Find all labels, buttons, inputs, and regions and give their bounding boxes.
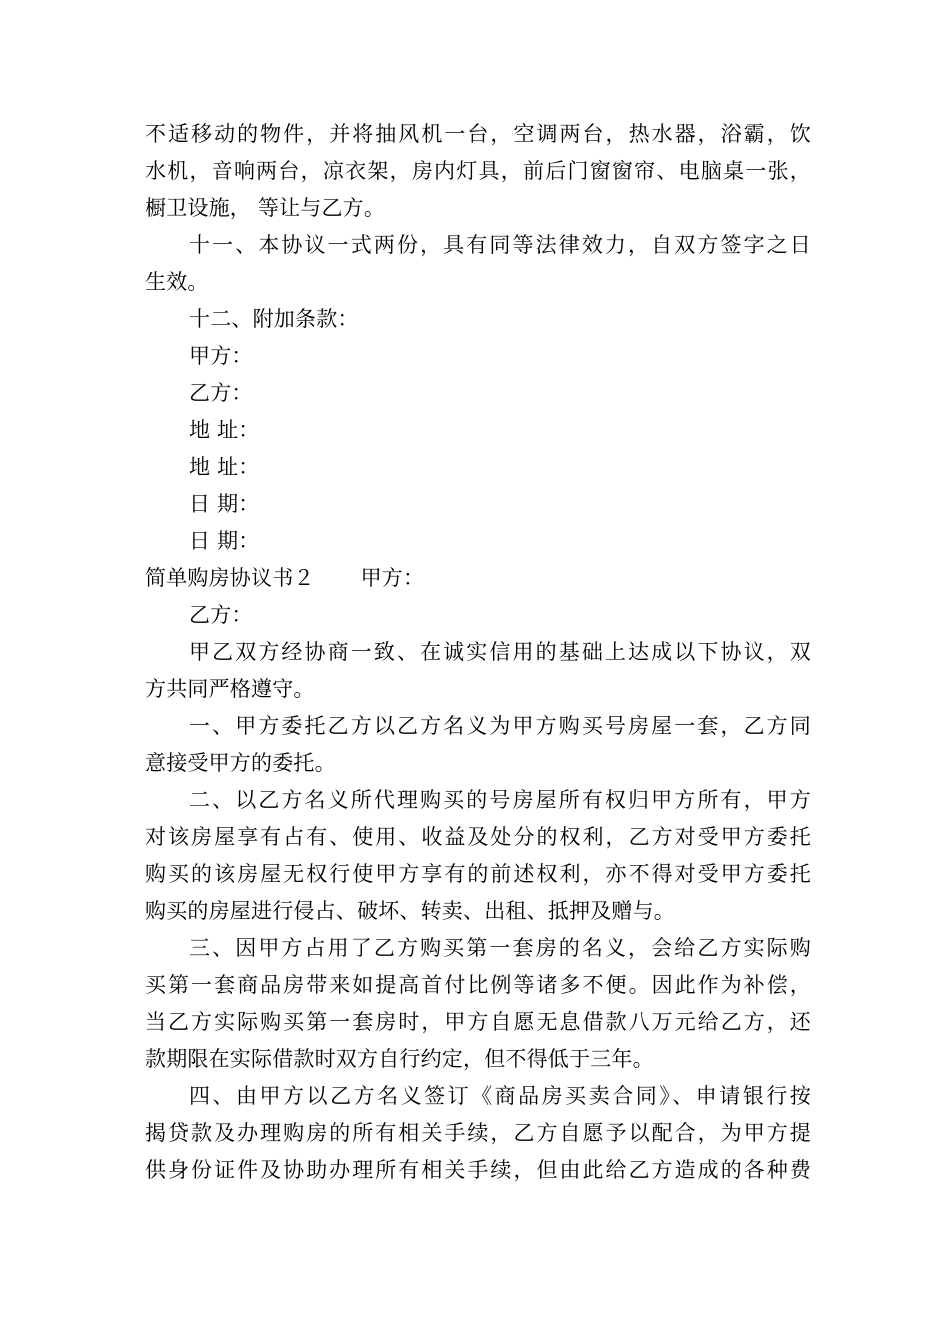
paragraph-line: 水机，音响两台，凉衣架，房内灯具，前后门窗窗帘、电脑桌一张，	[145, 159, 811, 183]
clause-one: 一、甲方委托乙方以乙方名义为甲方购买号房屋一套，乙方同	[189, 714, 811, 738]
paragraph-line: 对该房屋享有占有、使用、收益及处分的权利，乙方对受甲方委托	[145, 825, 811, 849]
clause-eleven: 十一、本协议一式两份，具有同等法律效力，自双方签字之日	[189, 233, 811, 257]
document-title: 简单购房协议书２	[145, 566, 315, 590]
signature-address-a: 地 址：	[189, 418, 260, 442]
clause-two: 二、以乙方名义所代理购买的号房屋所有权归甲方所有，甲方	[189, 788, 811, 812]
clause-twelve: 十二、附加条款：	[189, 307, 359, 331]
clause-four: 四、由甲方以乙方名义签订《商品房买卖合同》、申请银行按	[189, 1084, 811, 1108]
paragraph-line: 款期限在实际借款时双方自行约定，但不得低于三年。	[145, 1047, 654, 1071]
paragraph-line: 揭贷款及办理购房的所有相关手续，乙方自愿予以配合，为甲方提	[145, 1121, 811, 1145]
preamble-line: 甲乙双方经协商一致、在诚实信用的基础上达成以下协议，双	[189, 640, 811, 664]
signature-date-b: 日 期：	[189, 529, 260, 553]
paragraph-line: 生效。	[145, 270, 209, 294]
paragraph-line: 购买的房屋进行侵占、破坏、转卖、出租、抵押及赠与。	[145, 899, 675, 923]
document-title-line	[145, 560, 811, 597]
preamble-line: 方共同严格遵守。	[145, 677, 315, 701]
paragraph-line: 供身份证件及协助办理所有相关手续，但由此给乙方造成的各种费	[145, 1158, 811, 1182]
paragraph-line: 买第一套商品房带来如提高首付比例等诸多不便。因此作为补偿，	[145, 973, 811, 997]
clause-three: 三、因甲方占用了乙方购买第一套房的名义，会给乙方实际购	[189, 936, 811, 960]
paragraph-line: 当乙方实际购买第一套房时，甲方自愿无息借款八万元给乙方，还	[145, 1010, 811, 1034]
signature-address-b: 地 址：	[189, 455, 260, 479]
paragraph-line: 购买的该房屋无权行使甲方享有的前述权利，亦不得对受甲方委托	[145, 862, 811, 886]
paragraph-line: 不适移动的物件，并将抽风机一台，空调两台，热水器，浴霸，饮	[145, 122, 811, 146]
title-party-a: 甲方：	[360, 566, 425, 590]
paragraph-line: 橱卫设施， 等让与乙方。	[145, 196, 386, 220]
party-b-label: 乙方：	[189, 603, 253, 627]
signature-party-b: 乙方：	[189, 381, 253, 405]
signature-party-a: 甲方：	[189, 344, 253, 368]
paragraph-line: 意接受甲方的委托。	[145, 751, 336, 775]
signature-date-a: 日 期：	[189, 492, 260, 516]
document-body	[145, 116, 811, 1189]
